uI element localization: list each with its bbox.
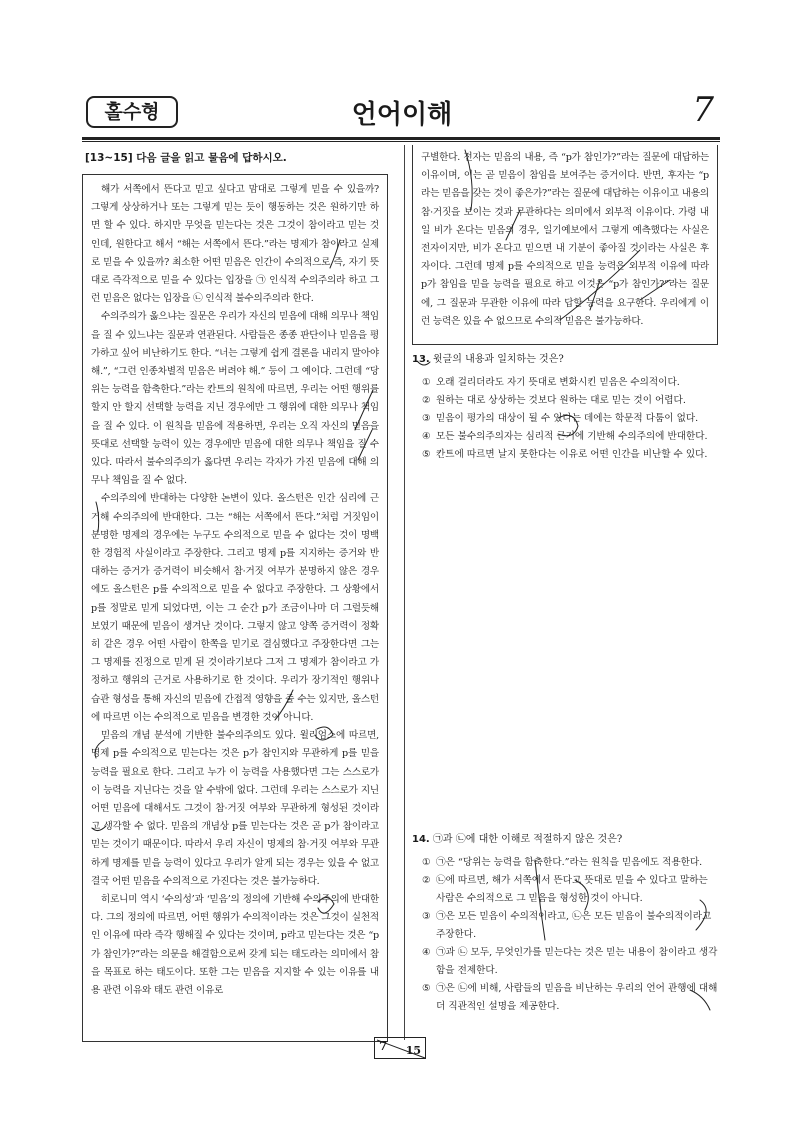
page-footer	[374, 1037, 426, 1059]
passage-paragraph: 수의주의가 옳으냐는 질문은 우리가 자신의 믿음에 대해 의무나 책임을 질 수 있느냐는 질문과 연관된다. 사람들은 종종 판단이나 믿음을 평가하고 싶어 비난하기도 한다. “너는 그렇게 쉽게 결론을 내리지 말아야 해.”, “그런 인종차별적 믿음은 버려야 해.” 등이 그 예이다. 그런데 “당위는 능력을 함축한다.”라는 칸트의 원칙에 따르면, 우리는 어떤 행위를 할지 안 할지 선택할 능력을 지닌 경우에만 그 행위에 대한 의무나 책임을 질 수 있다. 이 원칙을 믿음에 적용하면, 우리는 오직 자신의 믿음을 뜻대로 선택할 능력이 있는 경우에만 믿음에 대한 의무나 책임을 질 수 있다. 따라서 불수의주의가 옳다면 우리는 각자가 가진 믿음에 대해 의무나 책임을 질 수 없다.	[91, 311, 379, 487]
reading-passage	[82, 174, 388, 1042]
page-number: 7	[692, 90, 714, 130]
option-text: ㉠과 ㉡ 모두, 무엇인가를 믿는다는 것은 믿는 내용이 참이라고 생각함을 전제한다.	[436, 947, 718, 976]
answer-option[interactable]	[412, 410, 720, 428]
question-intro: [13~15] 다음 글을 읽고 물음에 답하시오.	[85, 152, 287, 164]
option-number: ④	[422, 947, 431, 958]
option-text: 믿음이 평가의 대상이 될 수 있다는 데에는 학문적 다툼이 없다.	[436, 413, 699, 424]
option-number: ③	[422, 911, 431, 922]
option-text: 모든 불수의주의자는 심리적 근거에 기반해 수의주의에 반대한다.	[436, 431, 708, 442]
column-divider	[404, 145, 405, 1040]
option-number: ①	[422, 377, 431, 388]
exam-type-badge: 홀수형	[86, 96, 178, 128]
option-text: ㉠은 “당위는 능력을 함축한다.”라는 원칙을 믿음에도 적용한다.	[436, 857, 703, 868]
passage-paragraph: 수의주의에 반대하는 다양한 논변이 있다. 올스턴은 인간 심리에 근거해 수의주의에 반대한다. 그는 “해는 서쪽에서 뜬다.”처럼 거짓임이 분명한 명제의 경우에는 누구도 수의적으로 믿을 수 없다는 것이 명백한 경험적 사실이라고 주장한다. 그리고 명제 p를 지지하는 증거와 반대하는 증거가 증거력이 비슷해서 참·거짓 여부가 분명하지 않은 경우에도 올스턴은 p를 수의적으로 믿을 수 없다고 주장한다. 그 상황에서 p를 정말로 믿게 되었다면, 이는 그 순간 p가 조금이나마 더 그럴듯해 보였기 때문에 믿음이 생겨난 것이다. 그렇지 않고 양쪽 증거력이 정확히 같은 경우 어떤 사람이 한쪽을 믿기로 결심했다고 주장한다면 그는 그 명제를 진정으로 믿게 된 것이라기보다 그저 그 명제가 참이라고 가정하고 행위의 근거로 사용하기로 한 것이다. 우리가 장기적인 행위나 습관 형성을 통해 자신의 믿음에 간접적 영향을 줄 수는 있지만, 올스턴에 따르면 이는 수의적으로 믿음을 변경한 것이 아니다.	[91, 493, 379, 723]
option-text: 원하는 대로 상상하는 것보다 원하는 대로 믿는 것이 어렵다.	[436, 395, 686, 406]
question-stem	[412, 832, 720, 848]
option-number: ④	[422, 431, 431, 442]
option-number: ③	[422, 413, 431, 424]
answer-option[interactable]	[412, 446, 720, 464]
passage-paragraph: 믿음의 개념 분석에 기반한 불수의주의도 있다. 윌리엄스에 따르면, 명제 p를 수의적으로 믿는다는 것은 p가 참인지와 무관하게 p를 믿을 능력을 필요로 한다. 그리고 누가 이 능력을 사용했다면 그는 스스로가 이 능력을 지닌다는 것을 알 수밖에 없다. 그런데 우리는 스스로가 지닌 어떤 믿음에 대해서도 그것이 참·거짓 여부와 무관하게 형성된 것이라고 생각할 수 없다. 믿음의 개념상 p를 믿는다는 것은 곧 p가 참이라고 믿는 것이기 때문이다. 따라서 우리 자신이 명제의 참·거짓 여부와 무관하게 명제를 믿을 능력이 있다고 우리가 알게 되는 경우는 있을 수 없고 결국 어떤 믿음을 수의적으로 가진다는 것은 불가능하다.	[91, 730, 379, 887]
question-stem	[412, 352, 720, 368]
option-text: ㉡에 따르면, 해가 서쪽에서 뜬다고 뜻대로 믿을 수 있다고 말하는 사람은 수의적으로 그 믿음을 형성한 것이 아니다.	[436, 875, 708, 904]
answer-option[interactable]	[412, 854, 720, 872]
answer-option[interactable]	[412, 908, 720, 944]
question-text: 윗글의 내용과 일치하는 것은?	[432, 354, 564, 365]
footer-total-pages: 15	[405, 1044, 421, 1057]
subject-title: 언어이해	[351, 100, 453, 130]
option-text: ㉠은 모든 믿음이 수의적이라고, ㉡은 모든 믿음이 불수의적이라고 주장한다.	[436, 911, 712, 940]
option-number: ⑤	[422, 449, 431, 460]
header-rule-thin	[82, 141, 720, 142]
passage-paragraph: 해가 서쪽에서 뜬다고 믿고 싶다고 맘대로 그렇게 믿을 수 있을까? 그렇게 상상하거나 또는 그렇게 믿는 듯이 행동하는 것은 원하기만 하면 할 수 있다. 하지만 무엇을 믿는다는 것은 그것이 참이라고 믿는 것인데, 원한다고 해서 “해는 서쪽에서 뜬다.”라는 명제가 참이라고 실제로 믿을 수 있을까? 최소한 어떤 믿음은 인간이 수의적으로 즉, 자기 뜻대로 즉각적으로 믿을 수 있다는 입장을 ㉠ 인식적 수의주의라 하고 그런 믿음은 없다는 입장을 ㉡ 인식적 불수의주의라 한다.	[91, 184, 379, 305]
option-number: ②	[422, 875, 431, 886]
answer-option[interactable]	[412, 428, 720, 446]
answer-option[interactable]	[412, 374, 720, 392]
option-number: ①	[422, 857, 431, 868]
answer-option[interactable]	[412, 872, 720, 908]
passage-paragraph: 히로니미 역시 ‘수의성’과 ‘믿음’의 정의에 기반해 수의주의에 반대한다. 그의 정의에 따르면, 어떤 행위가 수의적이라는 것은 그것이 실천적인 이유에 따라 즉각 행해질 수 있다는 것이며, p라고 믿는다는 것은 “p가 참인가?”라는 의문을 해결함으로써 갖게 되는 태도라는 의미에서 참을 목표로 하는 태도이다. 또한 그는 믿음을 지지할 수 있는 이유를 내용 관련 이유와 태도 관련 이유로	[91, 893, 379, 996]
passage-continuation	[412, 145, 718, 345]
question-13	[412, 352, 720, 464]
page-header	[82, 92, 722, 136]
option-number: ⑤	[422, 983, 431, 994]
question-14	[412, 832, 720, 1016]
passage-paragraph: 구별한다. 전자는 믿음의 내용, 즉 “p가 참인가?”라는 질문에 대답하는 이유이며, 이는 곧 믿음이 참임을 보여주는 증거이다. 반면, 후자는 “p라는 믿음을 갖는 것이 좋은가?”라는 질문에 대답하는 이유이고 내용의 참·거짓을 보이는 것과 무관하다는 의미에서 외부적 이유이다. 가령 내일 비가 온다는 믿음의 경우, 일기예보에서 그렇게 예측했다는 사실은 전자이지만, 비가 온다고 믿으면 내 기분이 좋아질 것이라는 사실은 후자이다. 그런데 명제 p를 수의적으로 믿을 능력은 외부적 이유에 따라 p가 참임을 믿을 능력을 필요로 하고 이것은 “p가 참인가?”라는 질문에, 그 질문과 무관한 이유에 따라 답할 능력을 요구한다. 우리에게 이런 능력은 있을 수 없으므로 수의적 믿음은 불가능하다.	[421, 152, 709, 327]
answer-option[interactable]	[412, 392, 720, 410]
answer-option[interactable]	[412, 944, 720, 980]
option-number: ②	[422, 395, 431, 406]
question-number: 13.	[412, 354, 430, 365]
answer-option[interactable]	[412, 980, 720, 1016]
option-text: 칸트에 따르면 날지 못한다는 이유로 어떤 인간을 비난할 수 있다.	[436, 449, 708, 460]
question-text: ㉠과 ㉡에 대한 이해로 적절하지 않은 것은?	[432, 834, 623, 845]
question-number: 14.	[412, 834, 430, 845]
footer-current-page: 7	[379, 1039, 388, 1053]
option-text: ㉠은 ㉡에 비해, 사람들의 믿음을 비난하는 우리의 언어 관행에 대해 더 직관적인 설명을 제공한다.	[436, 983, 718, 1012]
header-rule	[82, 137, 720, 140]
option-text: 오래 걸리더라도 자기 뜻대로 변화시킨 믿음은 수의적이다.	[436, 377, 680, 388]
